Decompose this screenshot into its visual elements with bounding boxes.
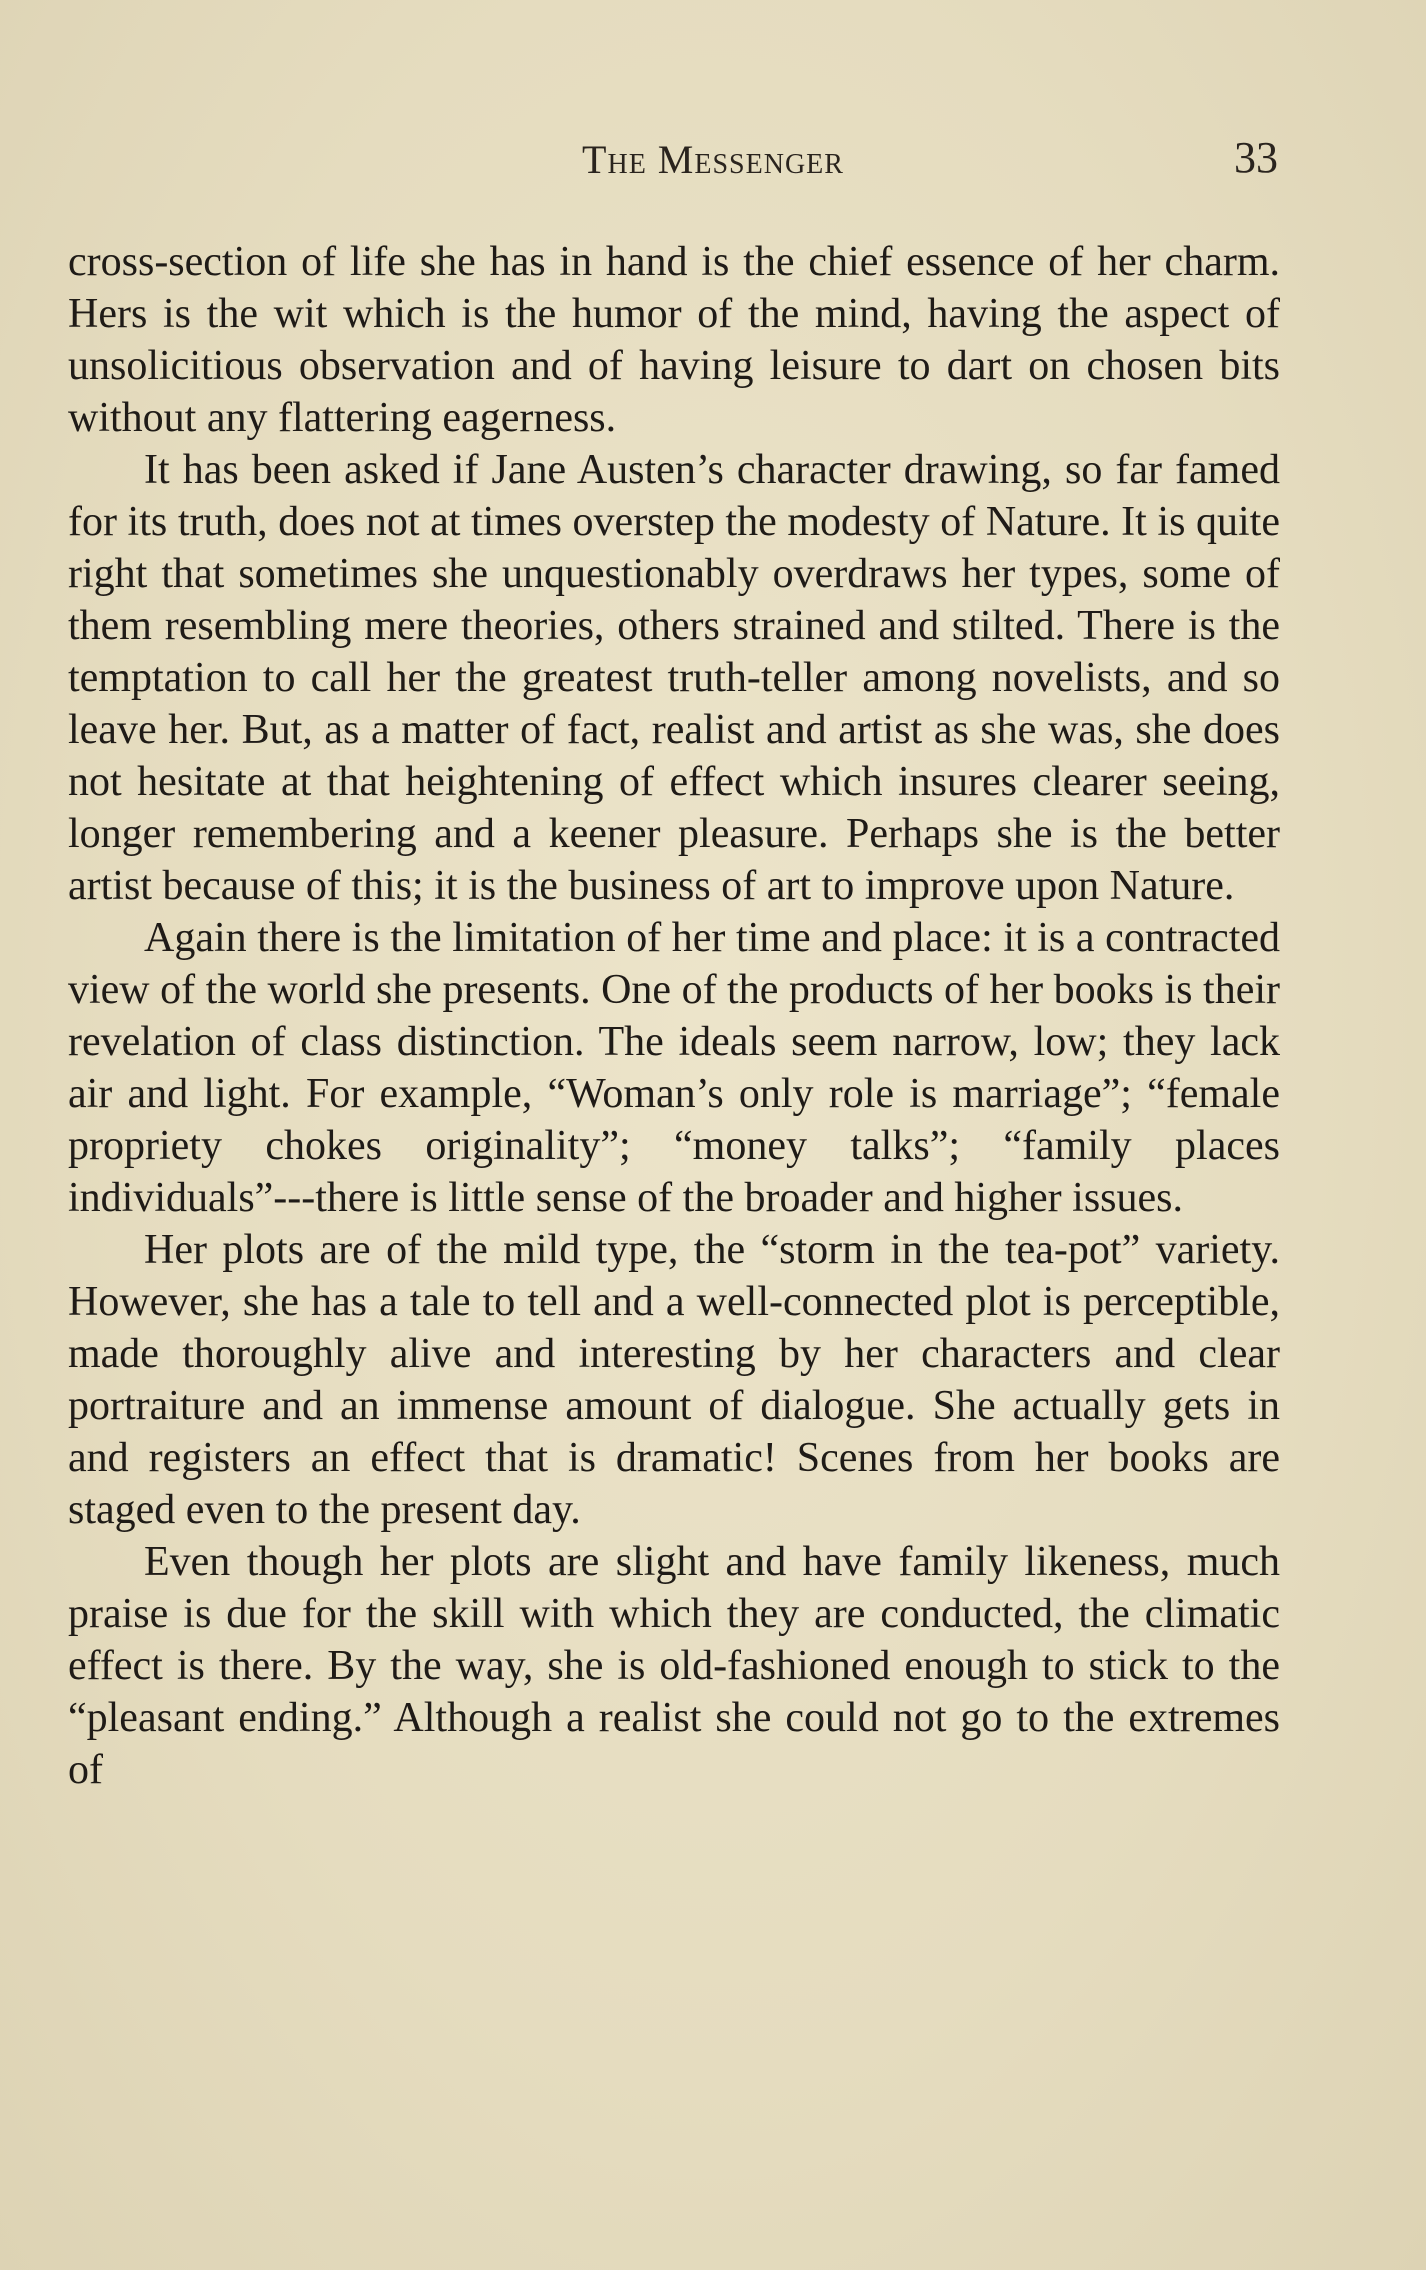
paragraph-plots: Her plots are of the mild type, the “storm in the tea-pot” variety. However, she has a tale to tell and a well-connected plot is perceptible, made thoroughly alive and interesting by her characters and clear portraiture and an immense amount of dialogue. She actually gets in and registers an effect that is dramatic! Scenes from her books are staged even to the present day. [68, 1227, 1280, 1533]
paragraph-character-drawing: It has been asked if Jane Austen’s character drawing, so far famed for its truth, does not at times overstep the modesty of Nature. It is quite right that sometimes she unquestionably overdraws her types, some of them resembling mere theories, others strained and stilted. There is the temptation to call her the greatest truth-teller among novelists, and so leave her. But, as a matter of fact, realist and artist as she was, she does not hesitate at that heightening of effect which insures clearer seeing, longer remembering and a keener pleasure. Perhaps she is the better artist because of this; it is the business of art to improve upon Nature. [68, 447, 1280, 909]
paragraph-plot-skill: Even though her plots are slight and have family likeness, much praise is due for the skill with which they are conducted, the climatic effect is there. By the way, she is old-fashioned enough to stick to the “pleasant ending.” Although a realist she could not go to the extremes of [68, 1539, 1280, 1793]
page-number: 33 [1234, 133, 1278, 182]
running-title: The Messenger [582, 137, 844, 182]
running-header [0, 132, 1426, 192]
paragraph-continuation: cross-section of life she has in hand is the chief essence of her charm. Hers is the wit which is the humor of the mind, having the aspect of unsolicitious observation and of having leisure to dart on chosen bits without any flattering eagerness. [68, 239, 1280, 441]
paragraph-time-and-place: Again there is the limitation of her time and place: it is a contracted view of the world she presents. One of the products of her books is their revelation of class distinction. The ideals seem narrow, low; they lack air and light. For example, “Woman’s only role is marriage”; “female propriety chokes originality”; “money talks”; “family places individuals”---there is little sense of the broader and higher issues. [68, 915, 1280, 1221]
body-text [68, 236, 1280, 1796]
